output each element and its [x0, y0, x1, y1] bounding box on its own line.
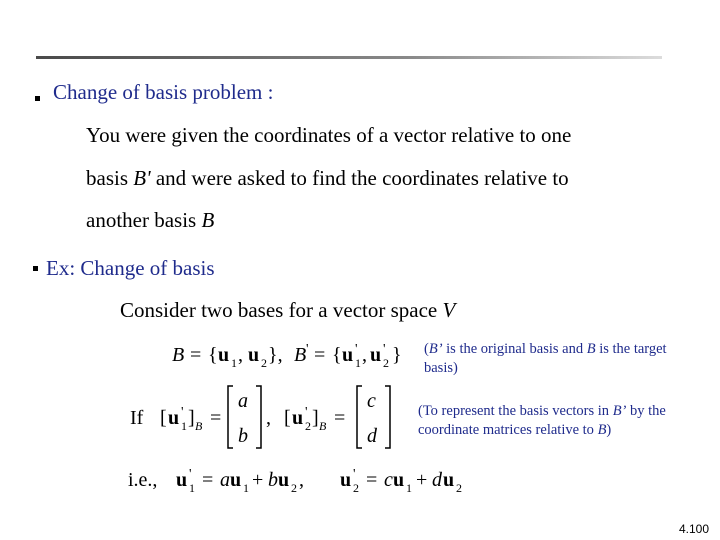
svg-text:]: ]: [188, 407, 195, 429]
equation-coordinate-matrices: [128, 382, 408, 452]
svg-text:u: u: [340, 469, 352, 491]
note-original-target-basis: (B’ is the original basis and B is the target basis): [424, 341, 667, 376]
svg-text:': ': [181, 405, 184, 420]
heading-example: Ex: Change of basis: [46, 256, 215, 280]
svg-text:=: =: [190, 344, 202, 366]
svg-text:2: 2: [456, 481, 462, 495]
svg-text:u: u: [370, 344, 382, 366]
svg-text:1: 1: [231, 356, 237, 370]
svg-text:B: B: [294, 344, 307, 366]
svg-text:1: 1: [355, 356, 361, 370]
svg-text:u: u: [176, 469, 188, 491]
svg-text:d: d: [432, 469, 442, 491]
svg-text:If: If: [130, 407, 144, 429]
svg-text:i.e.,: i.e.,: [128, 469, 158, 491]
svg-text:{: {: [208, 344, 218, 366]
paragraph-line-1: You were given the coordinates of a vector relative to one: [86, 123, 572, 147]
equation-bases: [170, 336, 415, 374]
svg-text:': ': [353, 467, 356, 482]
svg-text:': ': [306, 342, 309, 357]
svg-text:=: =: [334, 407, 346, 429]
svg-text:}: }: [392, 344, 402, 366]
title-divider: [36, 56, 662, 59]
svg-text:d: d: [367, 425, 377, 447]
svg-text:,: ,: [362, 344, 367, 366]
svg-text:,: ,: [299, 469, 304, 491]
svg-text:2: 2: [305, 419, 311, 433]
svg-text:1: 1: [189, 481, 195, 495]
page-number: 4.100: [679, 522, 710, 536]
svg-text:B: B: [319, 419, 327, 433]
svg-text:=: =: [210, 407, 222, 429]
svg-text:u: u: [443, 469, 455, 491]
note-represent-basis-vectors: (To represent the basis vectors in B’ by the coordinate matrices relative to B): [418, 403, 666, 438]
paragraph-line-3: another basis B: [86, 208, 215, 232]
svg-text:a: a: [238, 390, 248, 412]
consider-line: Consider two bases for a vector space V: [120, 298, 456, 322]
svg-text:u: u: [342, 344, 354, 366]
svg-text:': ': [383, 342, 386, 357]
svg-text:1: 1: [181, 419, 187, 433]
svg-text:': ': [305, 405, 308, 420]
var-b-prime: B': [133, 166, 151, 190]
svg-text:2: 2: [353, 481, 359, 495]
svg-text:{: {: [332, 344, 342, 366]
svg-text:u: u: [230, 469, 242, 491]
svg-text:+: +: [252, 469, 264, 491]
svg-text:': ': [355, 342, 358, 357]
svg-text:u: u: [292, 407, 304, 429]
svg-text:u: u: [248, 344, 260, 366]
svg-text:u: u: [278, 469, 290, 491]
var-b: B: [201, 208, 215, 232]
svg-text:+: +: [416, 469, 428, 491]
svg-text:=: =: [366, 469, 378, 491]
svg-text:2: 2: [383, 356, 389, 370]
svg-text:[: [: [284, 407, 291, 429]
svg-text:,: ,: [238, 344, 243, 366]
svg-text:2: 2: [261, 356, 267, 370]
svg-text:2: 2: [291, 481, 297, 495]
svg-text:': ': [189, 467, 192, 482]
svg-text:1: 1: [406, 481, 412, 495]
svg-text:u: u: [168, 407, 180, 429]
svg-text:,: ,: [266, 407, 271, 429]
heading-change-of-basis-problem: Change of basis problem :: [53, 80, 274, 104]
paragraph-line-2: basis B' and were asked to find the coordinates relative to: [86, 166, 569, 190]
svg-text:1: 1: [243, 481, 249, 495]
svg-text:u: u: [393, 469, 405, 491]
svg-text:b: b: [238, 425, 248, 447]
svg-text:},: },: [268, 344, 283, 366]
svg-text:[: [: [160, 407, 167, 429]
svg-text:B: B: [172, 344, 185, 366]
bullet-square: [35, 96, 40, 101]
svg-text:u: u: [218, 344, 230, 366]
svg-text:b: b: [268, 469, 278, 491]
svg-text:a: a: [220, 469, 230, 491]
svg-text:B: B: [195, 419, 203, 433]
svg-text:c: c: [384, 469, 393, 491]
svg-text:=: =: [202, 469, 214, 491]
equation-linear-combination: [126, 462, 486, 498]
svg-text:]: ]: [312, 407, 319, 429]
svg-text:c: c: [367, 390, 376, 412]
svg-text:=: =: [314, 344, 326, 366]
bullet-square: [33, 266, 38, 271]
